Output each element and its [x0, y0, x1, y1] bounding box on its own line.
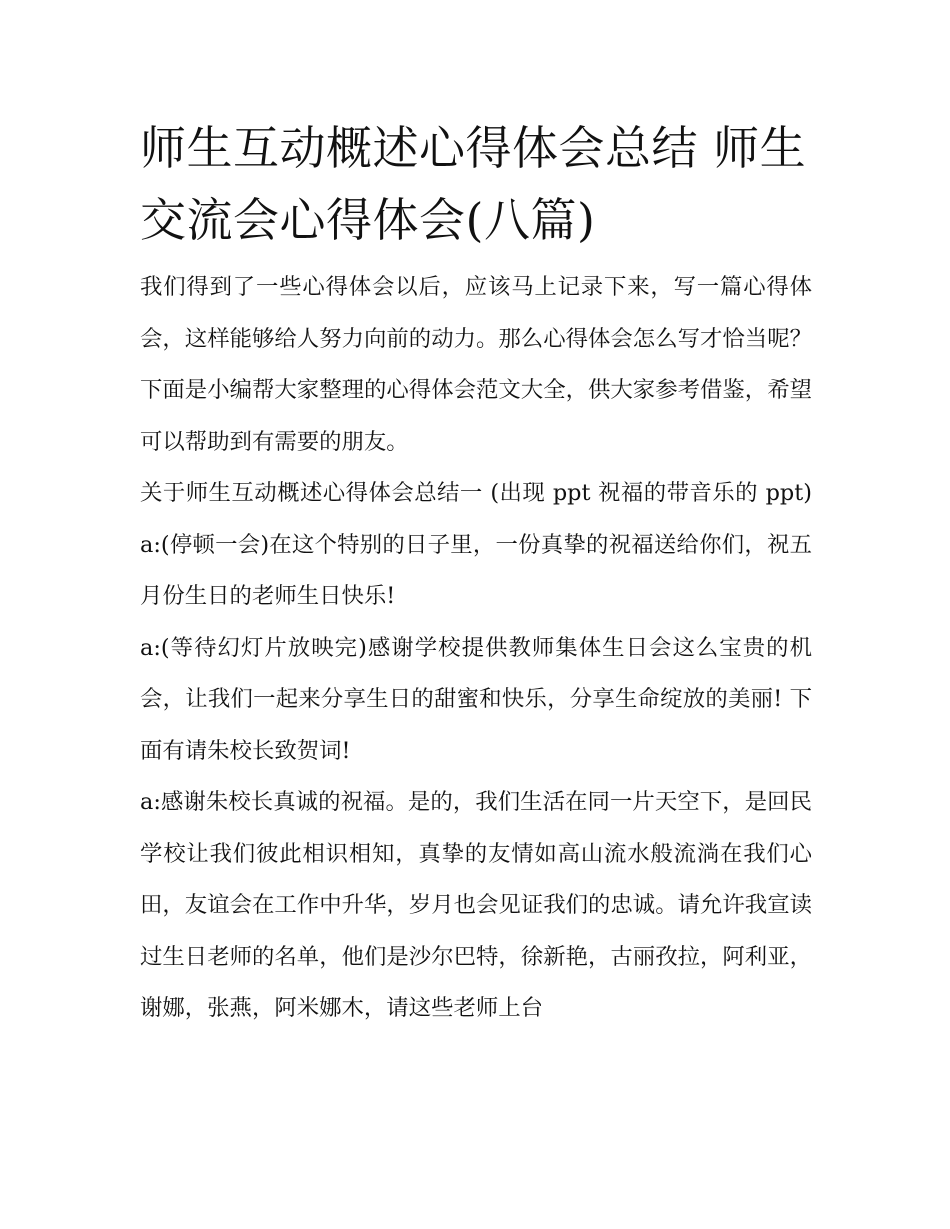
document-title: 师生互动概述心得体会总结 师生交流会心得体会(八篇) [140, 121, 807, 247]
body-paragraph: 关于师生互动概述心得体会总结一 (出现 ppt 祝福的带音乐的 ppt) a:(停顿一会)在这个特别的日子里，一份真挚的祝福送给你们，祝五月份生日的老师生日快乐! [140, 480, 812, 609]
document-body [140, 112, 812, 1035]
intro-paragraph: 我们得到了一些心得体会以后，应该马上记录下来，写一篇心得体会，这样能够给人努力向前的动力。那么心得体会怎么写才恰当呢？下面是小编帮大家整理的心得体会范文大全，供大家参考借鉴，希望可以帮助到有需要的朋友。 [140, 274, 812, 455]
body-paragraph: a:(等待幻灯片放映完)感谢学校提供教师集体生日会这么宝贵的机会，让我们一起来分享生日的甜蜜和快乐，分享生命绽放的美丽! 下面有请朱校长致贺词! [140, 634, 812, 764]
body-paragraph: a:感谢朱校长真诚的祝福。是的，我们生活在同一片天空下，是回民学校让我们彼此相识相知，真挚的友情如高山流水般流淌在我们心田，友谊会在工作中升华，岁月也会见证我们的忠诚。请允许我宣读过生日老师的名单，他们是沙尔巴特，徐新艳，古丽孜拉，阿利亚，谢娜，张燕，阿米娜木，请这些老师上台 [140, 789, 812, 1021]
